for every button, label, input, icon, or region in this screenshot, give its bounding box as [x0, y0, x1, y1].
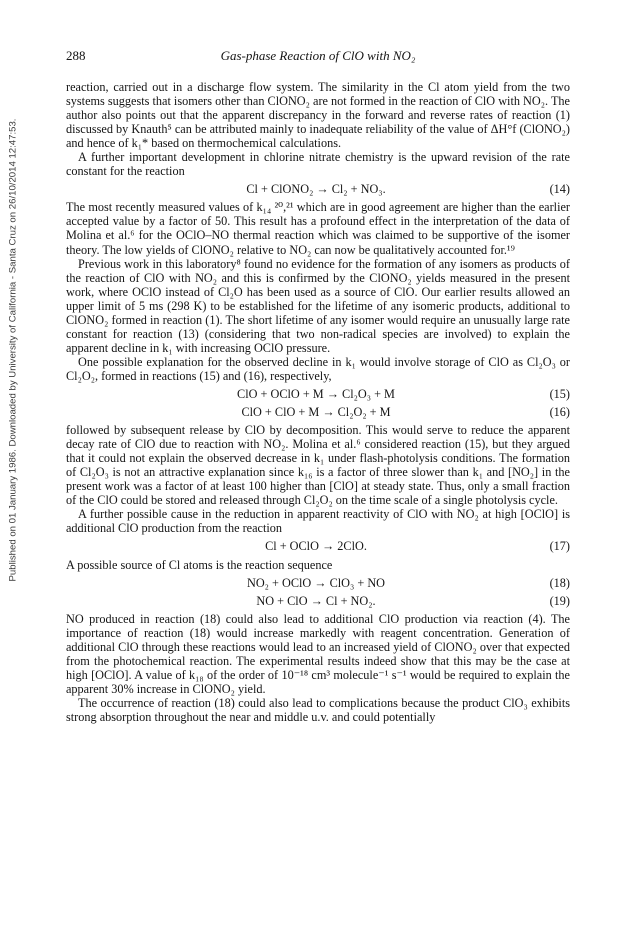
- paragraph: A possible source of Cl atoms is the reaction sequence: [66, 557, 333, 572]
- equation-number: (16): [549, 405, 570, 420]
- equation-text: Cl + OClO → 2ClO.: [265, 539, 367, 554]
- paragraph: The most recently measured values of k₁₄ ²⁰,²¹ which are in good agreement are higher than the earlier accepted value by a factor of 50. This result has a profound effect in the interpretation of the data of Molina et al.⁶ for the OClO–NO thermal reaction which was claimed to be supportive of the isomer theory. The low yields of ClONO₂ relative to NO₂ can now be qualitatively accounted for.¹⁹: [66, 200, 570, 257]
- equation-number: (17): [549, 539, 570, 554]
- page-header: [66, 46, 570, 66]
- equation-text: NO₂ + OClO → ClO₃ + NO: [246, 575, 386, 590]
- equation-18: [66, 576, 570, 590]
- paragraph: One possible explanation for the observed decline in k₁ would involve storage of ClO as Cl₂O₃ or Cl₂O₂, formed in reactions (15) and (16), respectively,: [66, 354, 570, 383]
- equation-text: ClO + OClO + M → Cl₂O₃ + M: [237, 386, 395, 401]
- paragraph: Previous work in this laboratory⁸ found no evidence for the formation of any isomers as products of the reaction of ClO with NO₂ and this is confirmed by the ClONO₂ yields measured in the present work, where OClO instead of Cl₂O has been used as a source of ClO. Our earlier results allowed an upper limit of 5 ms (298 K) to be established for the lifetime of any isomeric products, additional to ClONO₂ formed in reaction (1). The short lifetime of any isomer would require an unusually large rate constant for reaction (13) (considering that two non-radical species are involved) to explain the apparent decline in k₁ with increasing OClO pressure.: [66, 256, 570, 355]
- page-number: 288: [66, 48, 86, 63]
- paragraph: NO produced in reaction (18) could also lead to additional ClO production via reaction (4). The importance of reaction (18) would increase markedly with reagent concentration. Generation of additional ClO through these reactions would lead to an increased yield of ClONO₂ over that expected from the photochemical reaction. The experimental results indeed show that this may be the case at high [OClO]. A value of k₁₈ of the order of 10⁻¹⁸ cm³ molecule⁻¹ s⁻¹ would be required to explain the apparent 30% increase in ClONO₂ yield.: [66, 611, 570, 696]
- paragraph: The occurrence of reaction (18) could also lead to complications because the product ClO₃ exhibits strong absorption throughout the near and middle u.v. and could potentially: [66, 695, 570, 724]
- paragraph: reaction, carried out in a discharge flow system. The similarity in the Cl atom yield from the two systems suggests that isomers other than ClONO₂ are not formed in the reaction of ClO with NO₂. The author also points out that the apparent discrepancy in the forward and reverse rates of reaction (1) discussed by Knauth⁵ can be attributed mainly to inadequate reliability of the value of ΔH°f (ClONO₂) and hence of k₁* based on thermochemical calculations.: [66, 80, 570, 151]
- paragraph: A further possible cause in the reduction in apparent reactivity of ClO with NO₂ at high [OClO] is additional ClO production from the reaction: [66, 507, 570, 536]
- equation-text: NO + ClO → Cl + NO₂.: [256, 593, 376, 608]
- equation-text: Cl + ClONO₂ → Cl₂ + NO₃.: [246, 182, 386, 197]
- equation-text: ClO + ClO + M → Cl₂O₂ + M: [241, 405, 391, 420]
- equation-number: (15): [549, 386, 570, 401]
- equation-19: [66, 594, 570, 608]
- equation-number: (14): [549, 182, 570, 197]
- equation-15: [66, 387, 570, 401]
- equation-number: (19): [549, 593, 570, 608]
- equation-16: [66, 405, 570, 419]
- paragraph: followed by subsequent release by ClO by decomposition. This would serve to reduce the apparent decay rate of ClO due to reaction with NO₂. Molina et al.⁶ considered reaction (15), but they argued that it could not explain the observed decrease in k₁ under flash-photolysis conditions. The formation of Cl₂O₃ is not an attractive explanation since k₁₆ is a factor of three slower than k₁ and [NO₂] in the present work was a factor of at least 100 higher than [ClO] at steady state. Thus, only a small fraction of the ClO could be stored and released through Cl₂O₂ on the time scale of a single photolysis cycle.: [66, 423, 570, 508]
- download-sidebar: [2, 30, 24, 670]
- article-body: [66, 80, 570, 724]
- running-title: Gas-phase Reaction of ClO with NO₂: [220, 48, 416, 63]
- publication-watermark: Published on 01 January 1986. Downloaded by University of California - Santa Cruz on 26/10/2014 12:47:53.: [7, 118, 19, 582]
- equation-17: [66, 539, 570, 553]
- paragraph: A further important development in chlorine nitrate chemistry is the upward revision of the rate constant for the reaction: [66, 150, 570, 179]
- equation-number: (18): [549, 575, 570, 590]
- equation-14: [66, 182, 570, 196]
